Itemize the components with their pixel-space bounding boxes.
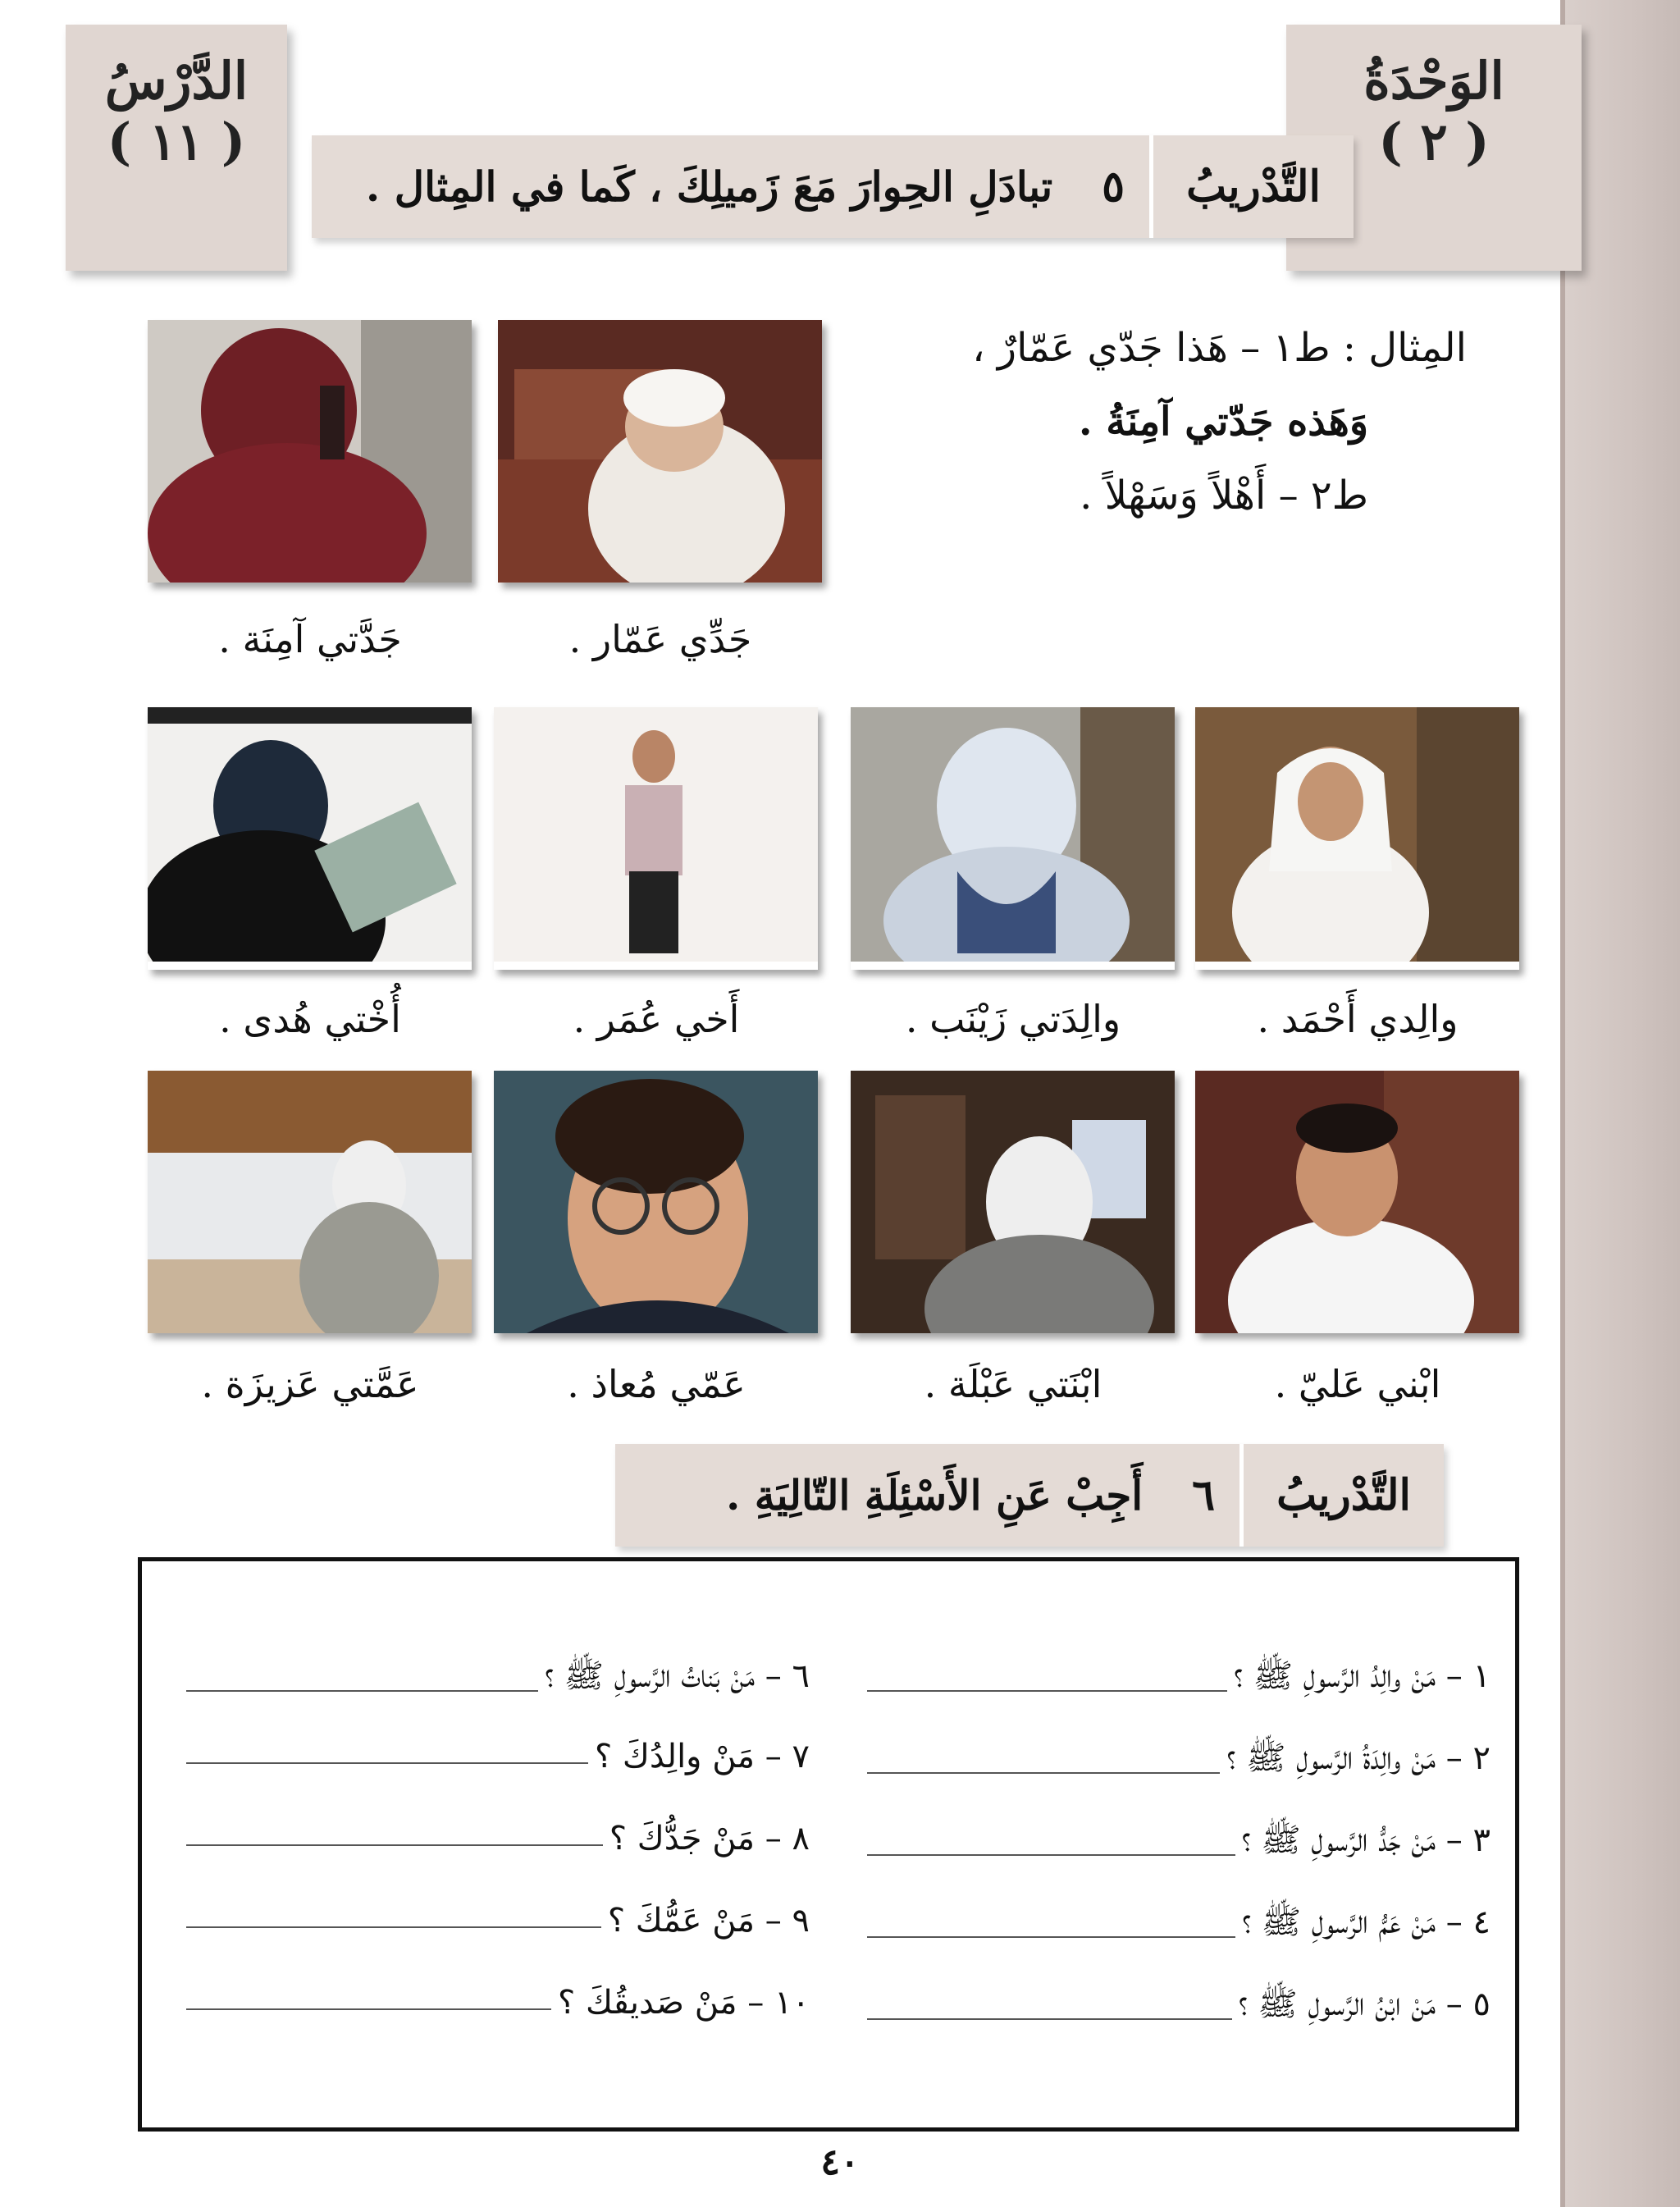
question-5-text: ٥ – مَنْ ابْنُ الرَّسولِ ﷺ ؟: [1238, 1985, 1491, 2023]
caption-mother: والِدَتي زَيْنَب .: [905, 997, 1121, 1041]
question-8[interactable]: [186, 1820, 810, 1857]
daughter-illustration: [851, 1071, 1175, 1333]
answer-line-5[interactable]: [867, 2018, 1232, 2020]
page-number: ٤٠: [820, 2141, 860, 2183]
caption-father: والِدي أَحْمَد .: [1257, 997, 1459, 1041]
answer-line-7[interactable]: [186, 1762, 588, 1764]
question-8-text: ٨ – مَنْ جَدُّكَ ؟: [609, 1820, 810, 1857]
lesson-tab: [66, 25, 287, 271]
answer-line-3[interactable]: [867, 1854, 1235, 1856]
exercise-5-label: التَّدْريبُ: [1149, 135, 1354, 238]
caption-sister: أُخْتي هُدى .: [219, 997, 401, 1041]
photo-sister: [148, 707, 472, 970]
answer-line-4[interactable]: [867, 1936, 1235, 1938]
son-illustration: [1195, 1071, 1519, 1333]
caption-uncle: عَمّي مُعاذ .: [567, 1362, 746, 1406]
answer-line-8[interactable]: [186, 1844, 603, 1846]
exercise-6-label: التَّدْريبُ: [1239, 1444, 1444, 1547]
question-5[interactable]: [867, 1984, 1491, 2031]
exercise-6-banner: [615, 1444, 1444, 1547]
question-1-text: ١ – مَنْ والِدُ الرَّسولِ ﷺ ؟: [1234, 1657, 1491, 1695]
question-1[interactable]: [867, 1656, 1491, 1703]
photo-father: [1195, 707, 1519, 970]
lesson-number: ( ١١ ): [107, 112, 246, 172]
example-line-2: وَهَذه جَدّتي آمِنَةُ .: [1078, 399, 1368, 445]
exercise-5-banner: [312, 135, 1354, 238]
question-7-text: ٧ – مَنْ والِدُكَ ؟: [594, 1738, 810, 1775]
question-9[interactable]: [186, 1902, 810, 1940]
question-4-text: ٤ – مَنْ عَمُّ الرَّسولِ ﷺ ؟: [1242, 1903, 1491, 1941]
answer-line-10[interactable]: [186, 2008, 551, 2010]
father-illustration: [1195, 707, 1519, 962]
question-7[interactable]: [186, 1738, 810, 1775]
sister-illustration: [148, 707, 472, 962]
question-6[interactable]: [186, 1656, 810, 1703]
photo-son: [1195, 1071, 1519, 1333]
brother-illustration: [494, 707, 818, 962]
question-3-text: ٣ – مَنْ جَدُّ الرَّسولِ ﷺ ؟: [1241, 1821, 1491, 1859]
exercise-5-instruction: تبادَلِ الحِوارَ مَعَ زَميلِكَ ، كَما في المِثال .: [365, 162, 1053, 211]
question-2[interactable]: [867, 1738, 1491, 1785]
page-edge: [1560, 0, 1680, 2207]
grandmother-illustration: [148, 320, 472, 583]
answer-line-2[interactable]: [867, 1772, 1220, 1774]
aunt-illustration: [148, 1071, 472, 1333]
unit-title: الوَحْدَةُ: [1363, 51, 1504, 111]
question-6-text: ٦ – مَنْ بَناتُ الرَّسولِ ﷺ ؟: [544, 1657, 810, 1695]
example-line-3: ط٢ – أَهْلاً وَسَهْلاً .: [1080, 473, 1368, 519]
answer-line-6[interactable]: [186, 1690, 538, 1692]
question-3[interactable]: [867, 1820, 1491, 1867]
caption-daughter: ابْنَتي عَبْلَة .: [924, 1362, 1102, 1406]
question-9-text: ٩ – مَنْ عَمُّكَ ؟: [607, 1902, 810, 1940]
mother-illustration: [851, 707, 1175, 962]
caption-son: ابْني عَليّ .: [1274, 1362, 1441, 1406]
caption-grandmother: جَدَّتي آمِنَة .: [218, 617, 402, 661]
caption-grandfather: جَدِّي عَمّار .: [568, 617, 752, 661]
photo-aunt: [148, 1071, 472, 1333]
photo-grandmother: [148, 320, 472, 583]
example-dialogue: [909, 325, 1467, 550]
exercise-6-number: ٦: [1192, 1470, 1216, 1520]
exercise-6-instruction: أَجِبْ عَنِ الأَسْئِلَةِ التّالِيَةِ .: [725, 1471, 1144, 1519]
exercise-5-number: ٥: [1102, 162, 1125, 212]
uncle-illustration: [494, 1071, 818, 1333]
unit-number: ( ٢ ): [1378, 112, 1490, 172]
question-2-text: ٢ – مَنْ والِدَةُ الرَّسولِ ﷺ ؟: [1226, 1739, 1491, 1777]
answer-line-1[interactable]: [867, 1690, 1227, 1692]
lesson-title: الدَّرْسُ: [104, 51, 249, 111]
caption-brother: أَخي عُمَر .: [573, 997, 740, 1041]
caption-aunt: عَمَّتي عَزيزَة .: [201, 1362, 419, 1406]
question-10-text: ١٠ – مَنْ صَديقُكَ ؟: [558, 1984, 810, 2022]
questions-box: [138, 1557, 1519, 2132]
photo-uncle: [494, 1071, 818, 1333]
photo-grandfather: [498, 320, 822, 583]
photo-brother: [494, 707, 818, 970]
answer-line-9[interactable]: [186, 1926, 601, 1928]
photo-daughter: [851, 1071, 1175, 1333]
grandfather-illustration: [498, 320, 822, 583]
question-10[interactable]: [186, 1984, 810, 2022]
example-line-1: المِثال : ط١ – هَذا جَدّي عَمّارٌ ،: [972, 325, 1467, 371]
photo-mother: [851, 707, 1175, 970]
question-4[interactable]: [867, 1902, 1491, 1949]
